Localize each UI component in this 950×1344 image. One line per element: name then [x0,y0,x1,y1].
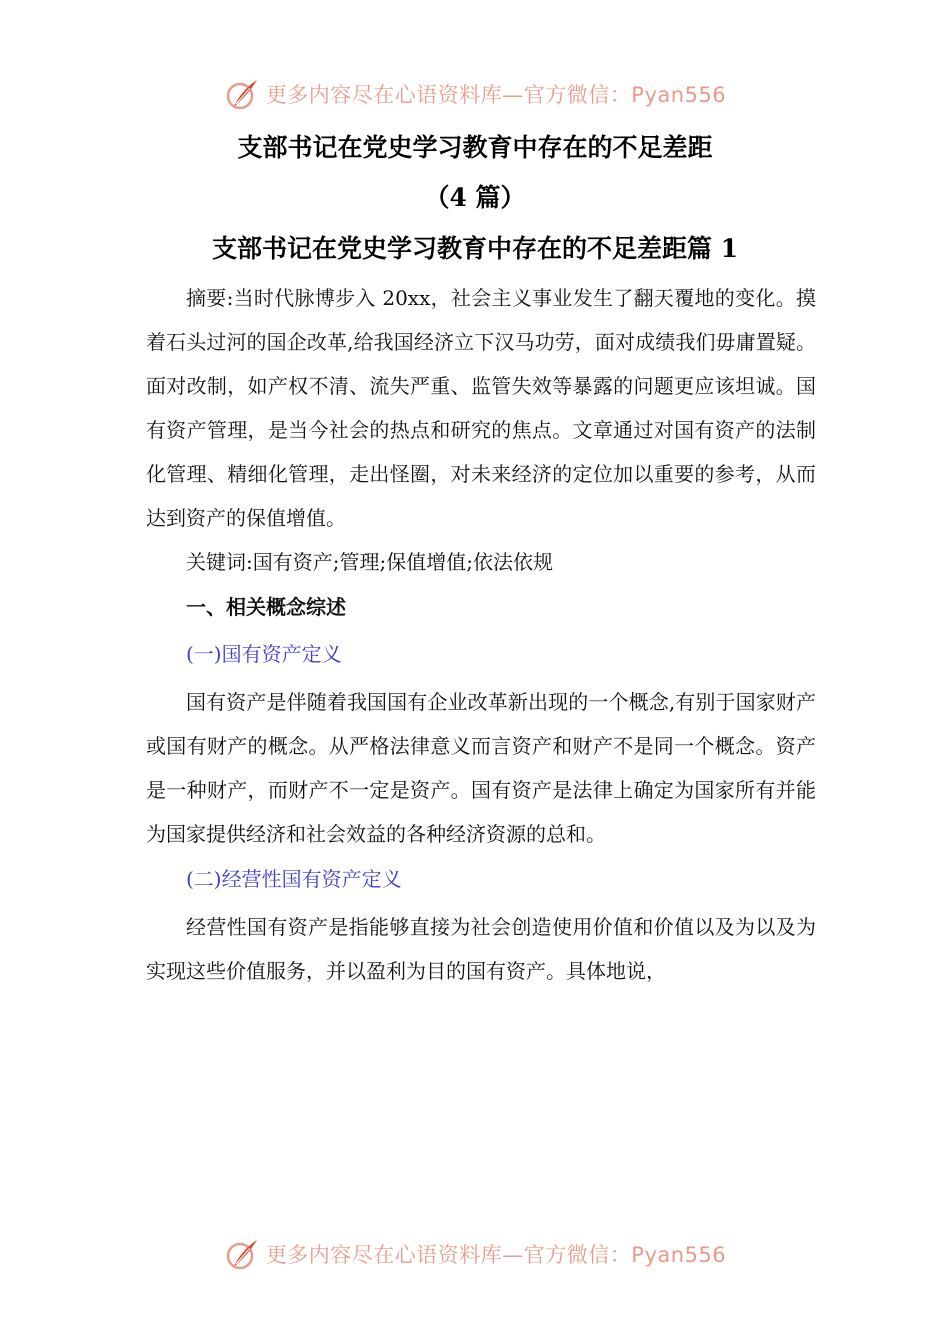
subsection-heading-2: (二)经营性国有资产定义 [186,867,402,891]
watermark-text: 更多内容尽在心语资料库—官方微信：Pyan556 [265,83,727,107]
abstract-paragraph: 摘要:当时代脉博步入 20xx，社会主义事业发生了翻天覆地的变化。摸着石头过河的国企改革,给我国经济立下汉马功劳，面对成绩我们毋庸置疑。面对改制，如产权不清、流失严重、监管失效等暴露的问题更应该坦诚。国有资产管理，是当今社会的热点和研究的焦点。文章通过对国有资产的法制化管理、精细化管理，走出怪圈，对未来经济的定位加以重要的参考，从而达到资产的保值增值。 [146,286,816,530]
subsection-heading-1: (一)国有资产定义 [186,642,342,666]
document-title: 支部书记在党史学习教育中存在的不足差距 [237,133,713,162]
section-heading: 一、相关概念综述 [186,595,346,619]
definition-paragraph-2: 经营性国有资产是指能够直接为社会创造使用价值和价值以及为以及为实现这些价值服务，并以盈利为目的国有资产。具体地说， [146,915,816,983]
article-body [146,276,816,993]
article-title: 支部书记在党史学习教育中存在的不足差距篇 1 [211,234,739,263]
keywords-paragraph: 关键词:国有资产;管理;保值增值;依法依规 [186,550,553,574]
definition-paragraph-1: 国有资产是伴随着我国国有企业改革新出现的一个概念,有别于国家财产或国有财产的概念。从严格法律意义而言资产和财产不是同一个概念。资产是一种财产，而财产不一定是资产。国有资产是法律上确定为国家所有并能为国家提供经济和社会效益的各种经济资源的总和。 [146,690,816,846]
watermark-header [0,72,950,116]
feather-pen-logo-icon [224,1236,260,1272]
document-count: （4 篇） [424,183,526,212]
watermark-text: 更多内容尽在心语资料库—官方微信：Pyan556 [265,1243,727,1267]
feather-pen-logo-icon [224,76,260,112]
watermark-footer [0,1232,950,1276]
